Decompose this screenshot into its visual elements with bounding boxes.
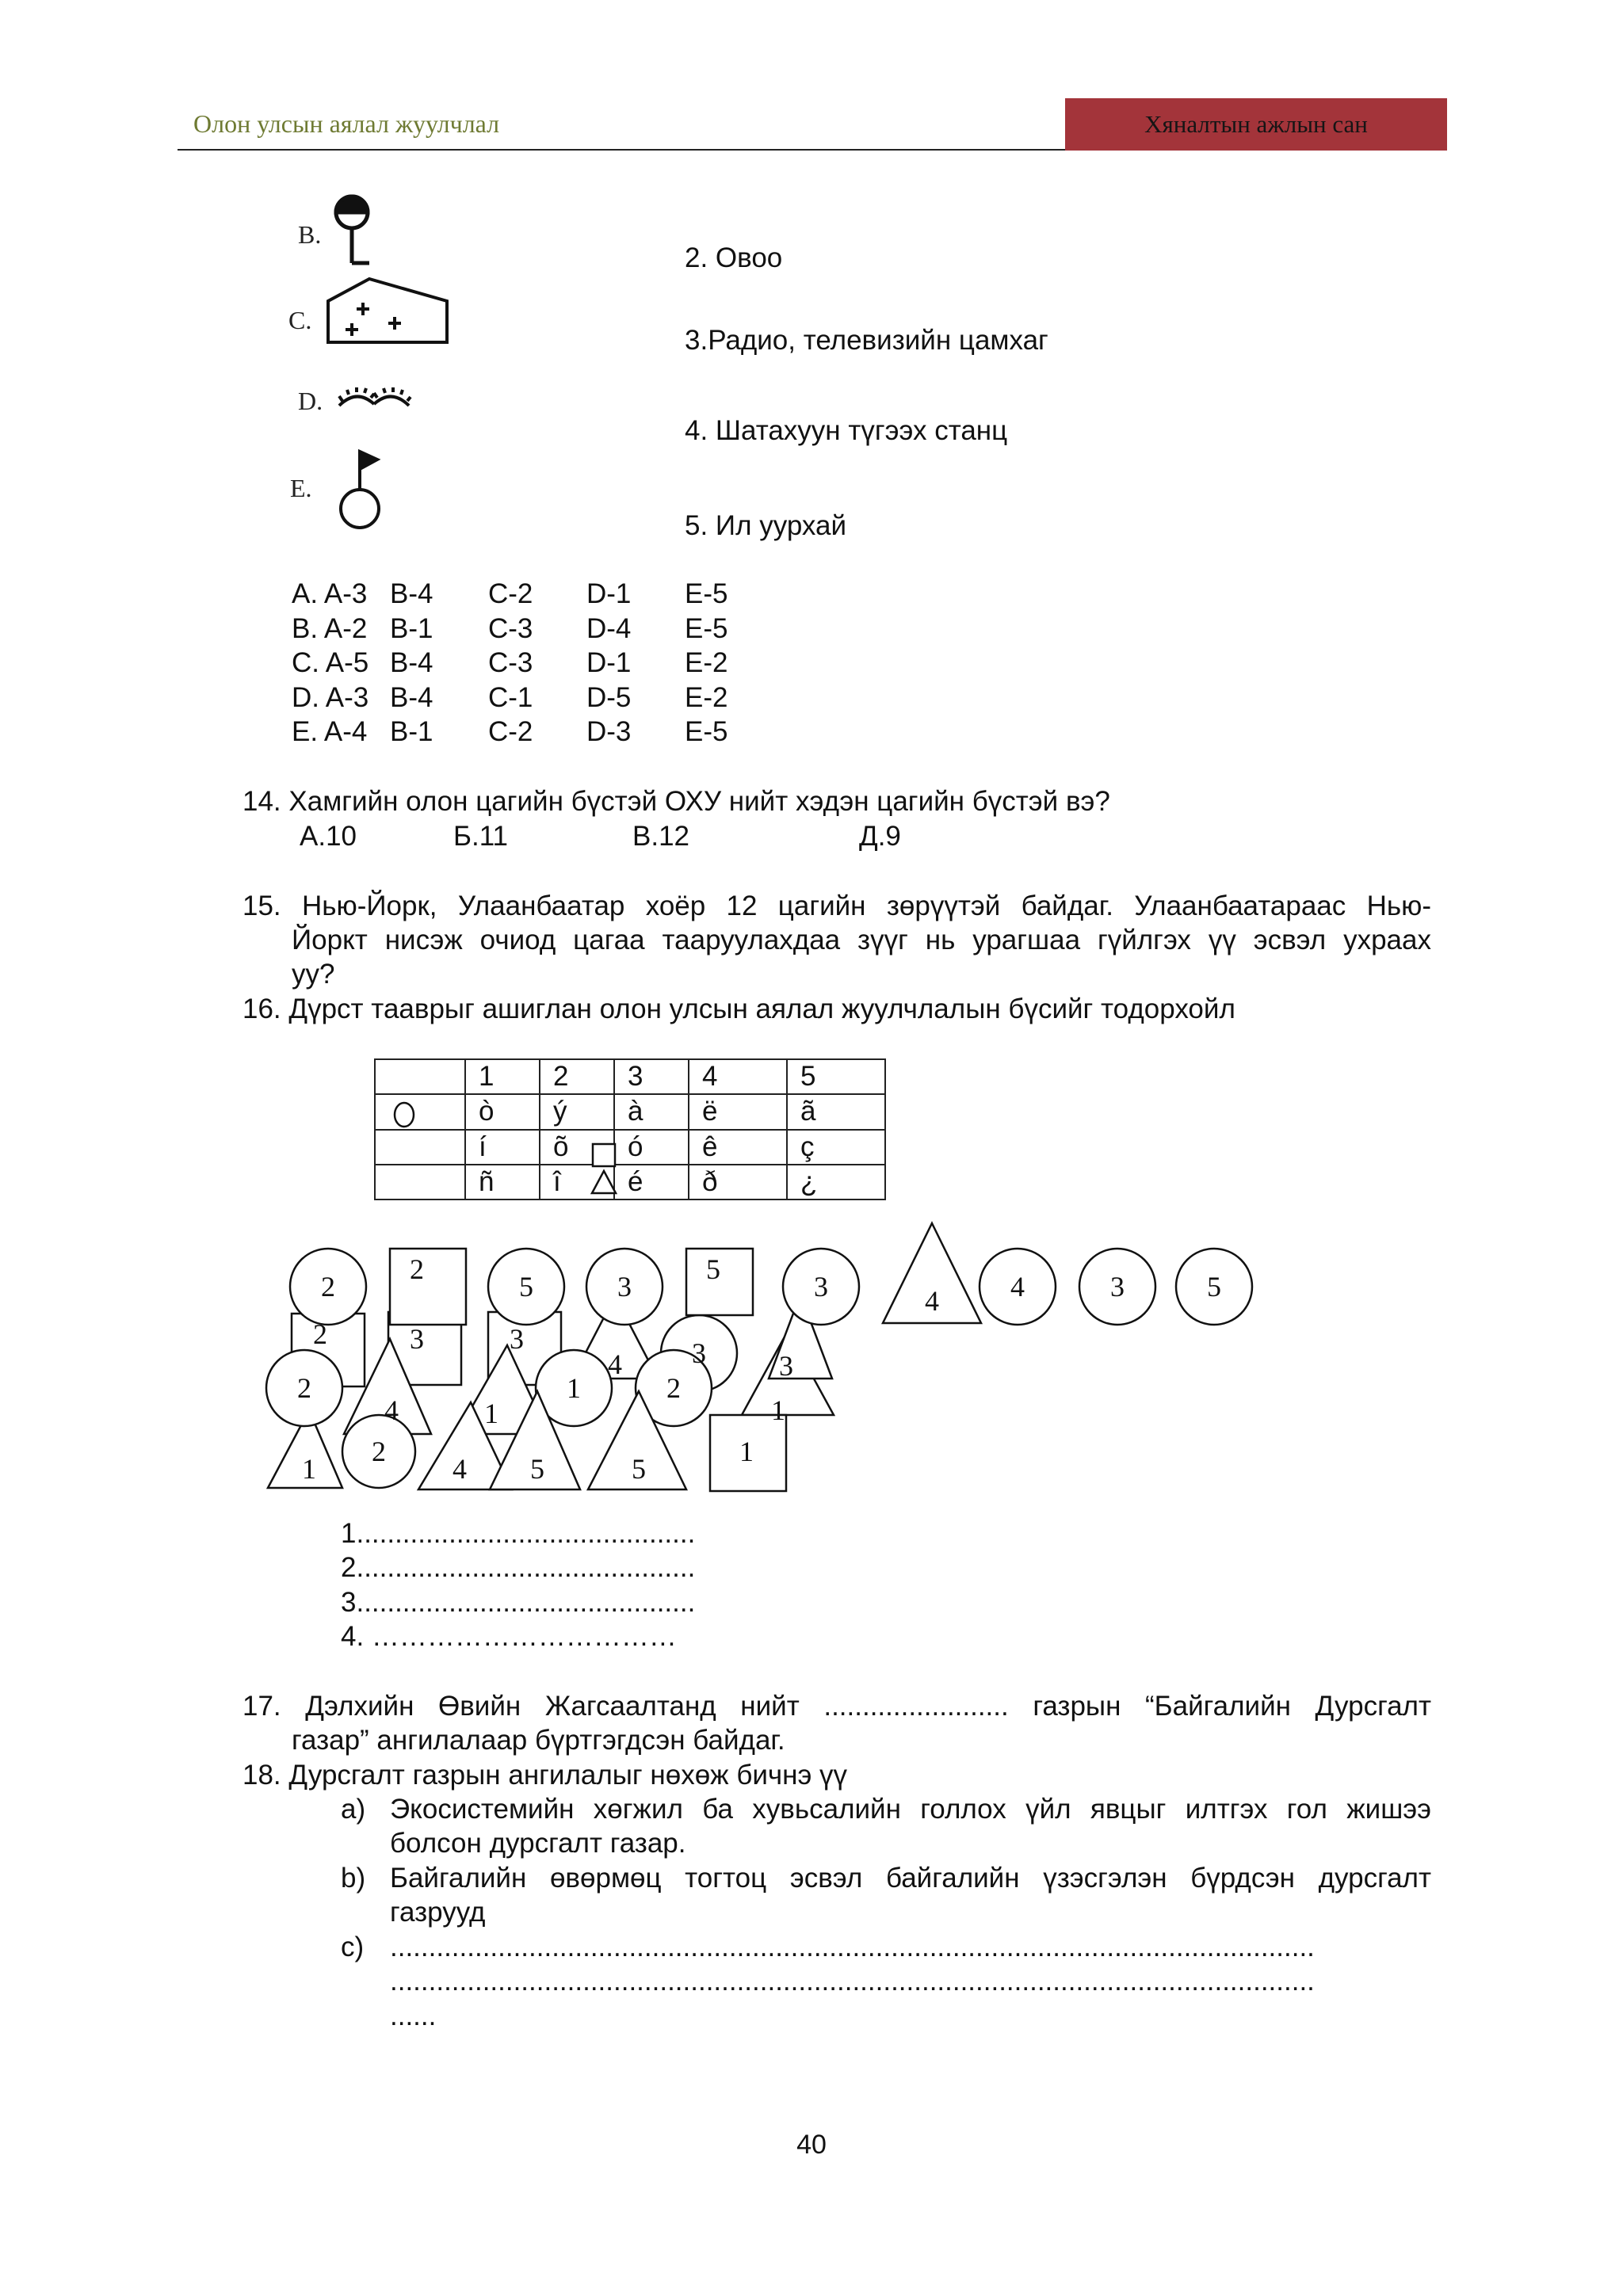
table-header-cell: 5 [787, 1059, 885, 1094]
puzzle-number: 2 [372, 1436, 386, 1467]
q18-item-c-blank-2[interactable]: ........................................................................................................................ [390, 1966, 1315, 1997]
puzzle-number: 3 [617, 1271, 632, 1302]
puzzle-number: 3 [692, 1337, 706, 1369]
table-cell: õ [540, 1130, 614, 1165]
table-cell: é [614, 1165, 689, 1199]
table-cell: ç [787, 1130, 885, 1165]
table-cell: ã [787, 1094, 885, 1130]
table-header-cell: 4 [689, 1059, 787, 1094]
puzzle-number: 1 [484, 1398, 498, 1429]
question-15-line-2: Йоркт нисэж очиод цагаа тааруулахдаа зүүг нь урагшаа гүйлгэх үү эсвэл ухраах [292, 925, 1431, 955]
ovoo-flag-icon [341, 452, 379, 528]
puzzle-number: 5 [706, 1253, 720, 1285]
table-cell: ó [614, 1130, 689, 1165]
triangle-shape-icon [592, 1171, 616, 1193]
puzzle-number: 2 [297, 1372, 311, 1404]
symbol-label-c: C. [288, 306, 312, 334]
section-banner: Хяналтын ажлын сан [1065, 98, 1447, 151]
puzzle-number: 5 [1207, 1271, 1221, 1302]
table-cell: ê [689, 1130, 787, 1165]
answer-line-4[interactable]: 4. …………………………… [341, 1621, 677, 1652]
table-cell: à [614, 1094, 689, 1130]
shape-puzzle [262, 1212, 1268, 1497]
table-cell: ë [689, 1094, 787, 1130]
puzzle-number: 5 [519, 1271, 533, 1302]
symbol-label-e: E. [290, 474, 312, 502]
table-cell: î [540, 1165, 614, 1199]
mine-building-icon [328, 279, 447, 342]
q14-option-b[interactable]: Б.11 [453, 821, 509, 852]
puzzle-number: 3 [779, 1350, 793, 1382]
q18-item-c-blank-1[interactable]: ........................................................................................................................ [390, 1932, 1315, 1962]
symbol-label-b: B. [298, 220, 322, 249]
header-rule [178, 149, 1065, 151]
puzzle-number: 1 [302, 1453, 316, 1485]
puzzle-number: 5 [632, 1453, 646, 1485]
legend-fuel-station: 4. Шатахуун түгээх станц [685, 415, 1008, 446]
row-shape-circle [375, 1094, 465, 1130]
table-cell: ò [465, 1094, 540, 1130]
puzzle-number: 1 [567, 1372, 581, 1404]
tower-symbol-icon [336, 196, 369, 263]
q18-item-a-label: a) [341, 1794, 366, 1825]
table-cell: ñ [465, 1165, 540, 1199]
table-cell: ¿ [787, 1165, 885, 1199]
q14-option-c[interactable]: В.12 [632, 821, 689, 852]
q18-item-a-line-2: болсон дурсгалт газар. [390, 1828, 686, 1859]
answer-line-1[interactable]: 1............................................ [341, 1518, 696, 1549]
puzzle-number: 4 [1010, 1271, 1025, 1302]
q18-item-b-line-1: Байгалийн өвөрмөц тогтоц эсвэл байгалийн үзэсгэлэн бүрдсэн дурсгалт [390, 1863, 1431, 1894]
open-pit-icon [339, 387, 411, 406]
q18-item-c-blank-3[interactable]: ...... [390, 2000, 437, 2031]
circle-shape-icon [388, 1097, 420, 1129]
table-cell [375, 1059, 465, 1094]
puzzle-number: 2 [410, 1253, 424, 1285]
map-symbols-graphic [325, 190, 468, 531]
legend-open-pit-mine: 5. Ил уурхай [685, 510, 847, 541]
table-cell [375, 1165, 465, 1199]
table-header-cell: 2 [540, 1059, 614, 1094]
puzzle-number: 4 [384, 1394, 399, 1426]
table-header-cell: 3 [614, 1059, 689, 1094]
puzzle-number: 3 [410, 1323, 424, 1355]
puzzle-number: 1 [771, 1394, 785, 1426]
question-15-line-3: уу? [292, 959, 335, 990]
page-number: 40 [796, 2130, 827, 2160]
question-18: 18. Дурсгалт газрын ангилалыг нөхөж бичнэ үү [242, 1760, 848, 1791]
question-17-line-2: газар” ангилалаар бүртгэгдсэн байдаг. [292, 1725, 785, 1756]
answer-line-3[interactable]: 3............................................ [341, 1587, 696, 1618]
q18-item-a-line-1: Экосистемийн хөгжил ба хувьсалийн голлох үйл явцыг илтгэх гол жишээ [390, 1794, 1431, 1825]
table-cell: ð [689, 1165, 787, 1199]
table-cell [375, 1130, 465, 1165]
puzzle-number: 2 [666, 1372, 681, 1404]
puzzle-number: 2 [313, 1318, 327, 1350]
puzzle-number: 4 [608, 1348, 622, 1380]
question-14: 14. Хамгийн олон цагийн бүстэй ОХУ нийт хэдэн цагийн бүстэй вэ? [242, 786, 1110, 817]
table-cell: í [465, 1130, 540, 1165]
table-header-cell: 1 [465, 1059, 540, 1094]
puzzle-number: 3 [814, 1271, 828, 1302]
puzzle-number: 4 [453, 1453, 467, 1485]
square-shape-icon [593, 1144, 615, 1166]
row-shape-markers [590, 1141, 621, 1204]
table-cell: ý [540, 1094, 614, 1130]
puzzle-number: 2 [321, 1271, 335, 1302]
answer-line-2[interactable]: 2............................................ [341, 1552, 696, 1583]
question-16: 16. Дүрст тааврыг ашиглан олон улсын аялал жуулчлалын бүсийг тодорхойл [242, 994, 1235, 1024]
q14-option-d[interactable]: Д.9 [859, 821, 901, 852]
legend-ovoo: 2. Овоо [685, 242, 783, 273]
puzzle-number: 5 [530, 1453, 544, 1485]
puzzle-number: 3 [510, 1323, 524, 1355]
puzzle-number: 1 [739, 1436, 754, 1467]
legend-radio-tower: 3.Радио, телевизийн цамхаг [685, 325, 1048, 356]
q14-option-a[interactable]: A.10 [300, 821, 357, 852]
cipher-table [374, 1058, 886, 1200]
q18-item-b-label: b) [341, 1863, 366, 1894]
puzzle-number: 3 [1110, 1271, 1125, 1302]
question-17-line-1: 17. Дэлхийн Өвийн Жагсаалтанд нийт ........................ газрын “Байгалийн Дурсгалт [242, 1691, 1431, 1722]
question-15-line-1: 15. Нью-Йорк, Улаанбаатар хоёр 12 цагийн зөрүүтэй байдаг. Улаанбаатараас Нью- [242, 891, 1431, 921]
puzzle-number: 4 [925, 1285, 939, 1317]
symbol-label-d: D. [298, 387, 323, 415]
q18-item-c-label: c) [341, 1932, 365, 1962]
q18-item-b-line-2: газрууд [390, 1897, 486, 1928]
running-header-title: Олон улсын аялал жуулчлал [193, 109, 500, 138]
